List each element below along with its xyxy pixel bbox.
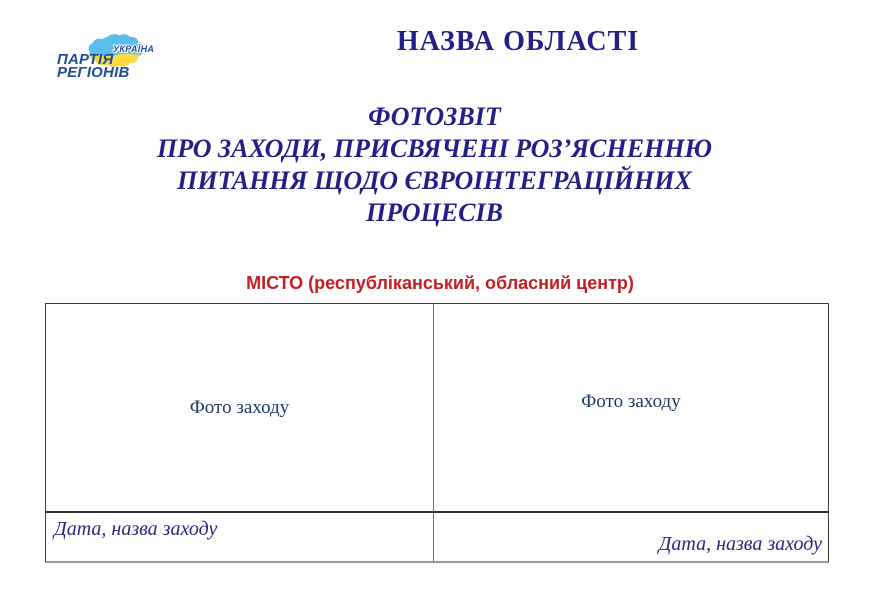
caption-cell-right (434, 513, 828, 561)
logo-party-name-line1: ПАРТІЯ (57, 51, 114, 68)
caption-cell-left (46, 513, 434, 561)
photo-placeholder-label-left: Фото заходу (189, 396, 290, 418)
caption-label-right: Дата, назва заходу (658, 533, 822, 555)
photo-placeholder-cell-right (434, 304, 828, 513)
photo-placeholder-label-right: Фото заходу (581, 390, 681, 412)
caption-label-left: Дата, назва заходу (54, 518, 218, 540)
city-section-label: МІСТО (республіканський, обласний центр) (246, 273, 634, 293)
subtitle-line-1: ФОТОЗВІТ (368, 102, 501, 131)
page-title: НАЗВА ОБЛАСТІ (396, 26, 640, 57)
subtitle-line-4: ПРОЦЕСІВ (366, 198, 503, 227)
photo-report-table (45, 303, 829, 563)
logo-country-label: УКРАЇНА (113, 44, 155, 54)
subtitle-line-2: ПРО ЗАХОДИ, ПРИСВЯЧЕНІ РОЗ’ЯСНЕННЮ (156, 134, 712, 163)
report-subtitle (0, 101, 869, 229)
subtitle-line-3: ПИТАННЯ ЩОДО ЄВРОІНТЕГРАЦІЙНИХ (177, 166, 692, 195)
logo-party-name-line2: РЕГІОНІВ (57, 64, 130, 81)
photo-placeholder-cell-left (46, 304, 434, 513)
party-of-regions-logo (56, 28, 174, 92)
